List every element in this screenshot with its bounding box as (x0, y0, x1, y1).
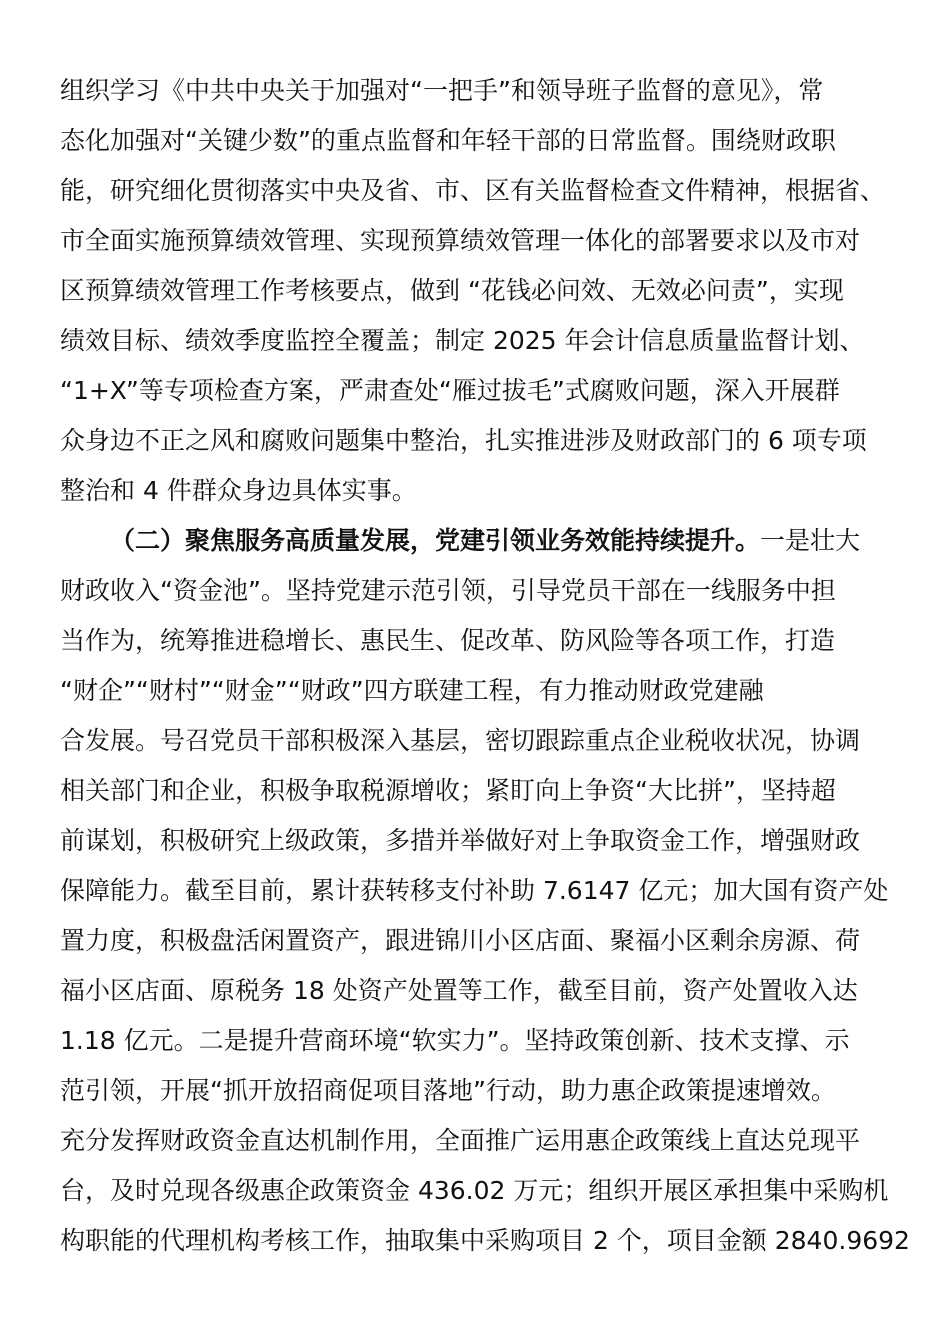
paragraph-line-15: 相关部门和企业，积极争取税源增收；紧盯向上争资“大比拼”，坚持超 (60, 776, 836, 805)
paragraph-line-7: “1+X”等专项检查方案，严肃查处“雁过拔毛”式腐败问题，深入开展群 (60, 376, 840, 405)
paragraph-line-19: 福小区店面、原税务 18 处资产处置等工作，截至目前，资产处置收入达 (60, 976, 858, 1005)
paragraph-line-8: 众身边不正之风和腐败问题集中整治，扎实推进涉及财政部门的 6 项专项 (60, 426, 867, 455)
section-heading-line (110, 516, 860, 566)
paragraph-line-24: 构职能的代理机构考核工作，抽取集中采购项目 2 个，项目金额 2840.9692 (60, 1226, 910, 1255)
paragraph-line-1: 组织学习《中共中央关于加强对“一把手”和领导班子监督的意见》，常 (60, 76, 824, 105)
paragraph-line-16: 前谋划，积极研究上级政策，多措并举做好对上争取资金工作，增强财政 (60, 826, 861, 855)
paragraph-line-11: 财政收入“资金池”。坚持党建示范引领，引导党员干部在一线服务中担 (60, 576, 836, 605)
paragraph-line-9: 整治和 4 件群众身边具体实事。 (60, 476, 417, 505)
section-heading: （二）聚焦服务高质量发展，党建引领业务效能持续提升。 (110, 526, 761, 555)
paragraph-line-22: 充分发挥财政资金直达机制作用，全面推广运用惠企政策线上直达兑现平 (60, 1126, 861, 1155)
paragraph-line-4: 市全面实施预算绩效管理、实现预算绩效管理一体化的部署要求以及市对 (60, 226, 861, 255)
paragraph-line-5: 区预算绩效管理工作考核要点，做到 “花钱必问效、无效必问责”，实现 (60, 276, 844, 305)
paragraph-line-18: 置力度，积极盘活闲置资产，跟进锦川小区店面、聚福小区剩余房源、荷 (60, 926, 861, 955)
paragraph-line-17: 保障能力。截至目前，累计获转移支付补助 7.6147 亿元；加大国有资产处 (60, 876, 889, 905)
paragraph-line-20: 1.18 亿元。二是提升营商环境“软实力”。坚持政策创新、技术支撑、示 (60, 1026, 850, 1055)
paragraph-line-23: 台，及时兑现各级惠企政策资金 436.02 万元；组织开展区承担集中采购机 (60, 1176, 889, 1205)
paragraph-line-12: 当作为，统筹推进稳增长、惠民生、促改革、防风险等各项工作，打造 (60, 626, 836, 655)
paragraph-line-14: 合发展。号召党员干部积极深入基层，密切跟踪重点企业税收状况，协调 (60, 726, 861, 755)
paragraph-line-21: 范引领，开展“抓开放招商促项目落地”行动，助力惠企政策提速增效。 (60, 1076, 836, 1105)
section-heading-tail: 一是壮大 (760, 526, 861, 555)
paragraph-line-2: 态化加强对“关键少数”的重点监督和年轻干部的日常监督。围绕财政职 (60, 126, 836, 155)
paragraph-line-6: 绩效目标、绩效季度监控全覆盖；制定 2025 年会计信息质量监督计划、 (60, 326, 865, 355)
paragraph-line-3: 能，研究细化贯彻落实中央及省、市、区有关监督检查文件精神，根据省、 (60, 176, 886, 205)
paragraph-line-13: “财企”“财村”“财金”“财政”四方联建工程，有力推动财政党建融 (60, 676, 764, 705)
